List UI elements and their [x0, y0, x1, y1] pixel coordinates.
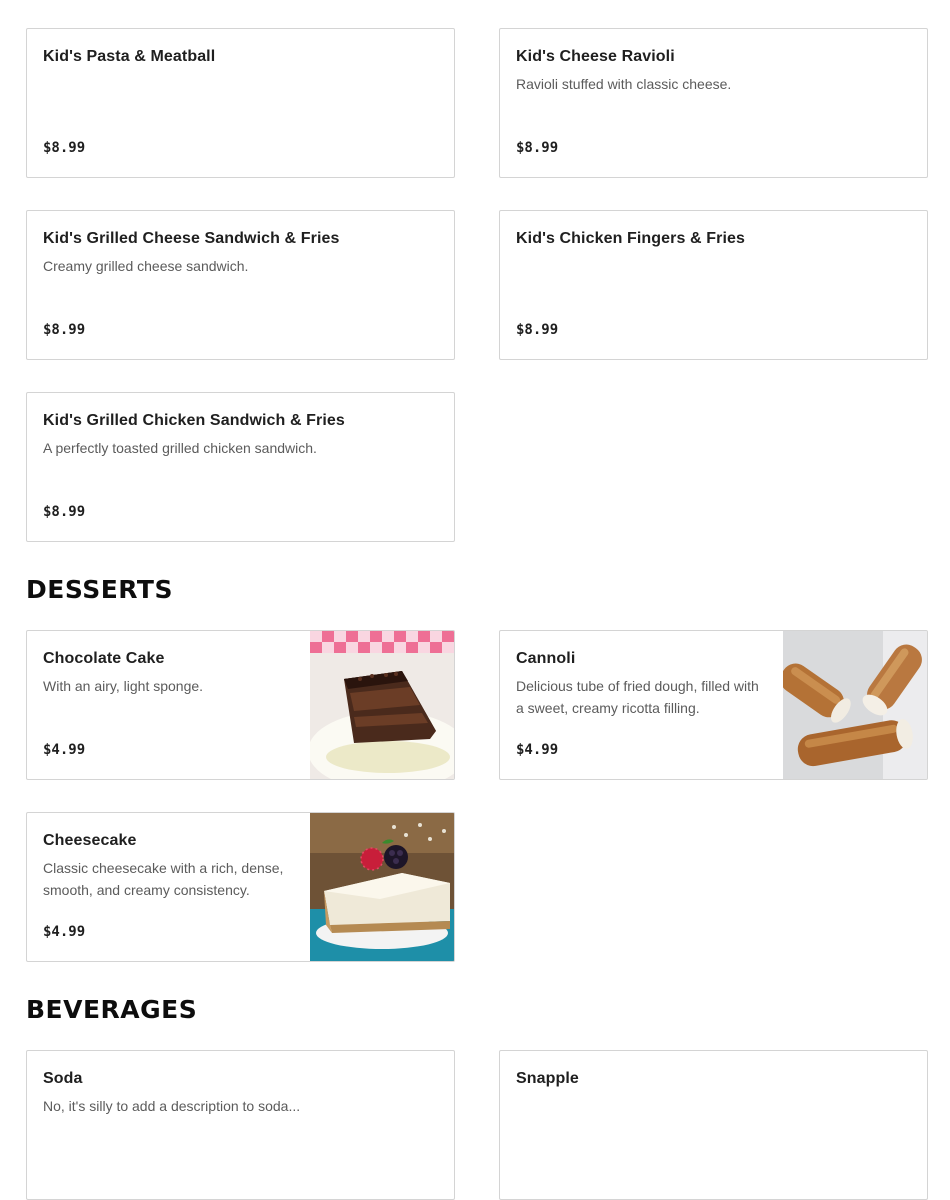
menu-item-name: Kid's Grilled Cheese Sandwich & Fries — [43, 230, 340, 247]
menu-item-card[interactable] — [499, 630, 928, 780]
menu-item-card[interactable] — [26, 812, 455, 962]
menu-item-name: Snapple — [516, 1070, 579, 1087]
chocolate-cake-photo — [310, 631, 454, 779]
menu-item-card[interactable] — [26, 630, 455, 780]
menu-item-description: Classic cheesecake with a rich, dense, smooth, and creamy consistency. — [43, 860, 284, 898]
menu-item-price: $4.99 — [43, 924, 86, 940]
menu-item-description: A perfectly toasted grilled chicken sandwich. — [43, 440, 317, 456]
cheesecake-photo — [310, 813, 454, 961]
menu-item-description: Ravioli stuffed with classic cheese. — [516, 76, 732, 92]
menu-item-card[interactable] — [26, 210, 455, 360]
menu-item-price: $4.99 — [43, 742, 86, 758]
menu-item-card[interactable] — [26, 1050, 455, 1200]
section-heading-desserts: DESSERTS — [26, 575, 173, 604]
menu-item-name: Chocolate Cake — [43, 650, 165, 667]
section-heading-beverages: BEVERAGES — [26, 995, 198, 1024]
menu-item-card[interactable] — [499, 28, 928, 178]
menu-item-price: $8.99 — [43, 322, 86, 338]
menu-item-card[interactable] — [499, 210, 928, 360]
menu-item-price: $8.99 — [516, 322, 559, 338]
menu-item-name: Kid's Pasta & Meatball — [43, 48, 216, 65]
menu-item-name: Kid's Cheese Ravioli — [516, 48, 675, 65]
menu-item-name: Cheesecake — [43, 832, 137, 849]
menu-item-name: Cannoli — [516, 650, 576, 667]
menu-item-card[interactable] — [499, 1050, 928, 1200]
menu-item-price: $8.99 — [516, 140, 559, 156]
menu-item-card[interactable] — [26, 28, 455, 178]
menu-item-description: No, it's silly to add a description to soda... — [43, 1098, 301, 1114]
menu-item-description: Creamy grilled cheese sandwich. — [43, 258, 249, 274]
menu-item-card[interactable] — [26, 392, 455, 542]
menu-item-name: Kid's Chicken Fingers & Fries — [516, 230, 745, 247]
menu-item-price: $4.99 — [516, 742, 559, 758]
menu-item-name: Soda — [43, 1070, 83, 1087]
menu-item-description: Delicious tube of fried dough, filled with a sweet, creamy ricotta filling. — [516, 678, 759, 716]
menu-item-name: Kid's Grilled Chicken Sandwich & Fries — [43, 412, 345, 429]
menu-item-price: $8.99 — [43, 504, 86, 520]
menu-item-price: $8.99 — [43, 140, 86, 156]
cannoli-photo — [783, 631, 927, 779]
menu-item-description: With an airy, light sponge. — [43, 678, 204, 694]
